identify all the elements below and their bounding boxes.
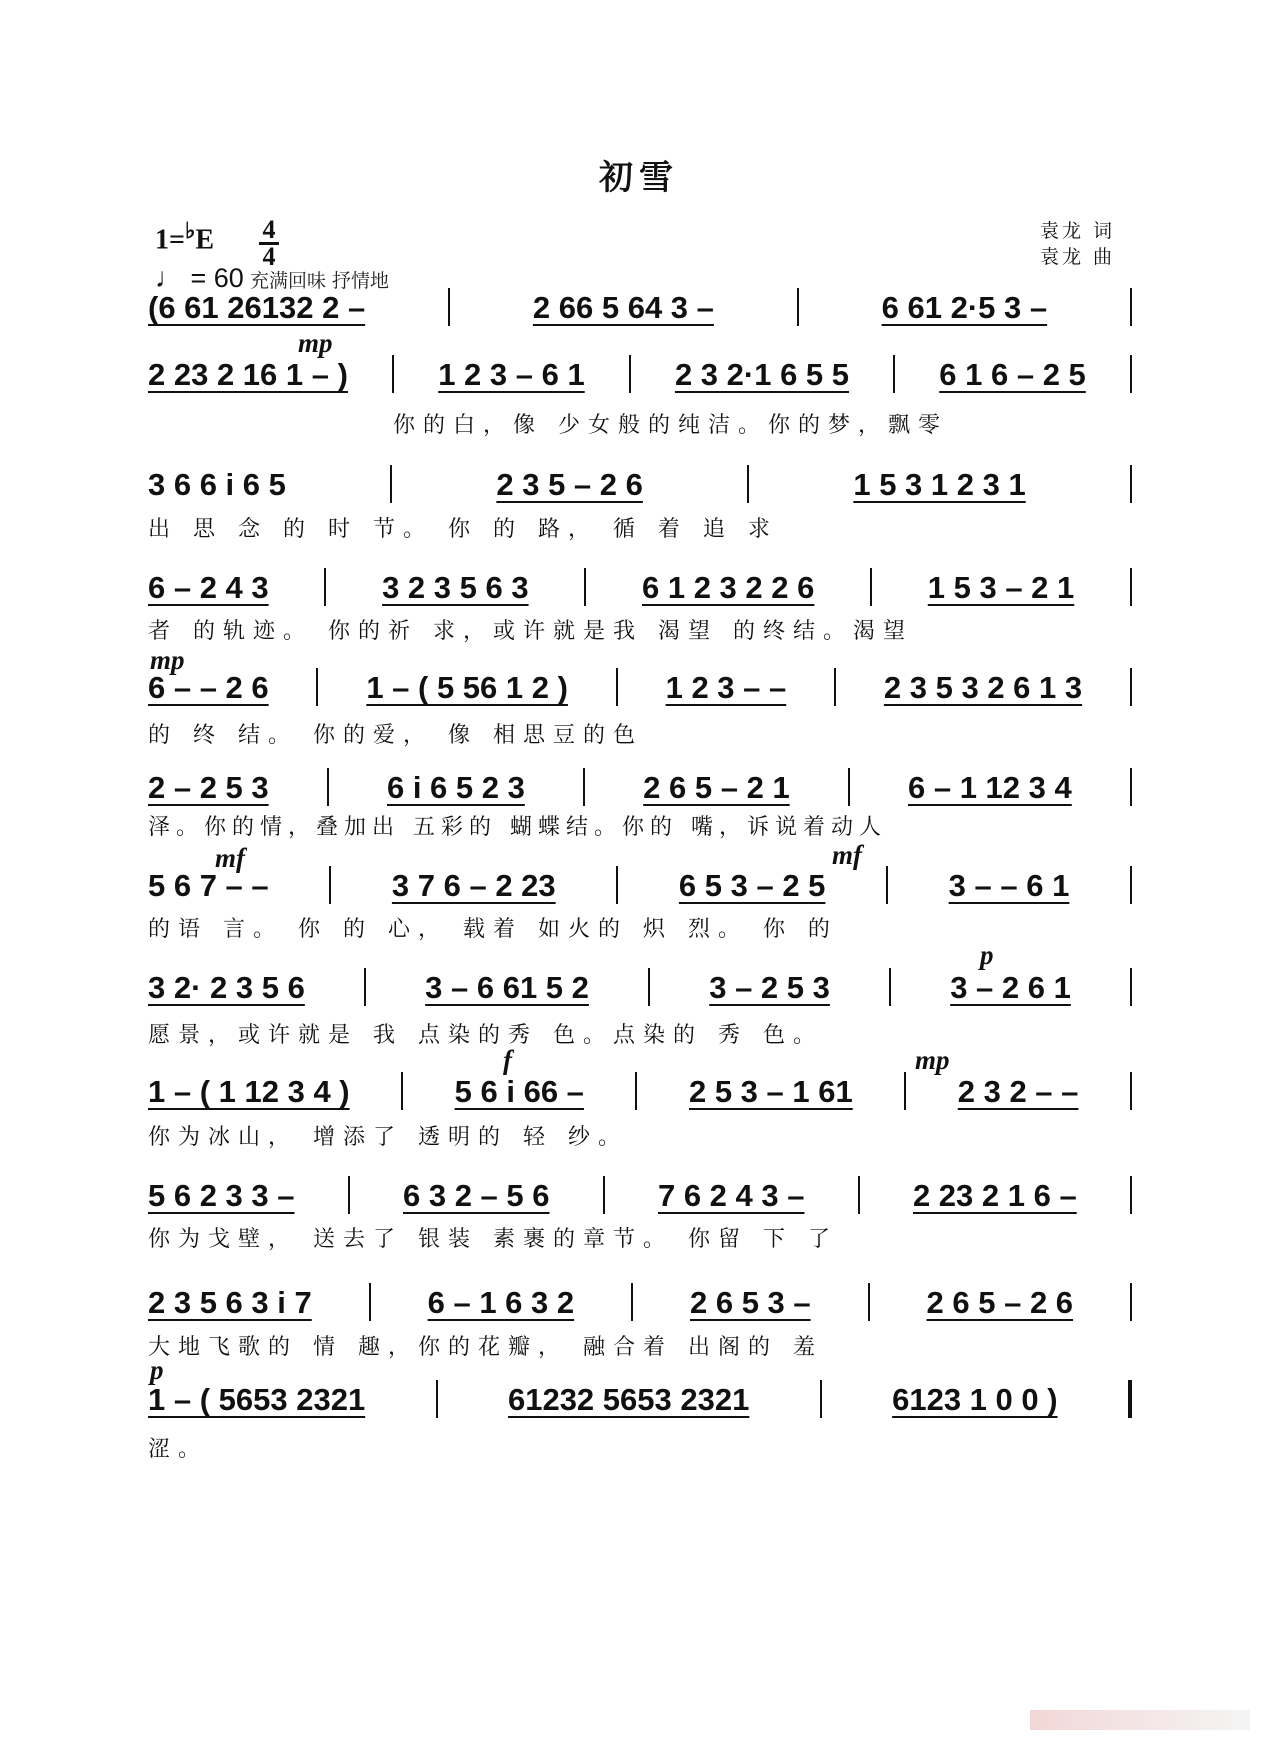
time-denominator: 4 xyxy=(262,242,276,271)
barline xyxy=(436,1380,438,1418)
key-flat: ♭ xyxy=(184,218,196,243)
dynamic-mark: p xyxy=(980,940,994,970)
lyric-line: 者 的轨迹。 你的祈 求，或许就是我 渴望 的终结。渴望 xyxy=(148,619,913,644)
music-row xyxy=(148,1283,1138,1321)
music-row xyxy=(148,568,1138,606)
measure: 6 5 3 – 2 5 xyxy=(678,868,826,903)
measure: 2 23 2 1 6 – xyxy=(912,1178,1077,1213)
music-row xyxy=(148,1072,1138,1110)
barline xyxy=(327,768,329,806)
lyric-line: 涩。 xyxy=(148,1437,209,1462)
dynamic-mark: mp xyxy=(298,328,333,358)
dynamic-mark: mf xyxy=(215,843,245,873)
measure: 2 3 2 – – xyxy=(957,1074,1079,1109)
barline xyxy=(392,355,394,393)
measure: 1 2 3 – – xyxy=(665,670,787,705)
barline xyxy=(1130,1072,1132,1110)
measure: 5 6 2 3 3 – xyxy=(148,1178,295,1213)
watermark-logo xyxy=(1030,1710,1250,1730)
barline xyxy=(390,465,392,503)
barline xyxy=(635,1072,637,1110)
barline xyxy=(1130,1283,1132,1321)
barline xyxy=(369,1283,371,1321)
measure: 6 3 2 – 5 6 xyxy=(402,1178,550,1213)
barline xyxy=(1130,668,1132,706)
barline xyxy=(584,568,586,606)
time-signature xyxy=(257,215,281,271)
final-barline xyxy=(1128,1380,1132,1418)
measure: 7 6 2 4 3 – xyxy=(657,1178,805,1213)
music-row xyxy=(148,668,1138,706)
barline xyxy=(401,1072,403,1110)
barline xyxy=(629,355,631,393)
measure: 5 6 i 66 – xyxy=(454,1074,584,1109)
barline xyxy=(583,768,585,806)
barline xyxy=(1130,968,1132,1006)
barline xyxy=(889,968,891,1006)
key-signature xyxy=(155,218,214,256)
measure: 3 – 2 5 3 xyxy=(709,970,830,1005)
measure: 1 5 3 – 2 1 xyxy=(927,570,1075,605)
barline xyxy=(631,1283,633,1321)
measure: 6 1 6 – 2 5 xyxy=(939,357,1086,392)
barline xyxy=(858,1176,860,1214)
measure: 1 5 3 1 2 3 1 xyxy=(853,467,1026,502)
measure: 1 – ( 5653 2321 xyxy=(148,1382,366,1417)
lyric-line: 泽。你的情，叠加出 五彩的 蝴蝶结。你的 嘴，诉说着动人 xyxy=(148,815,887,840)
barline xyxy=(904,1072,906,1110)
barline xyxy=(848,768,850,806)
measure: 3 6 6 i 6 5 xyxy=(148,467,286,502)
measure: 2 – 2 5 3 xyxy=(148,770,269,805)
measure: 2 6 5 – 2 6 xyxy=(926,1285,1074,1320)
dynamic-mark: mf xyxy=(832,840,862,870)
measure: 61232 5653 2321 xyxy=(507,1382,750,1417)
measure: 6123 1 0 0 ) xyxy=(892,1382,1058,1417)
measure: 2 3 5 6 3 i 7 xyxy=(148,1285,312,1320)
barline xyxy=(820,1380,822,1418)
lyric-line: 出 思 念 的 时 节。 你 的 路， 循 着 追 求 xyxy=(148,517,778,542)
key-letter: E xyxy=(195,224,215,256)
lyric-line: 的语 言。 你 的 心， 载着 如火的 炽 烈。 你 的 xyxy=(148,917,838,942)
measure: 3 – 2 6 1 xyxy=(950,970,1071,1005)
barline xyxy=(834,668,836,706)
key-label: 1= xyxy=(155,224,185,256)
barline xyxy=(886,866,888,904)
measure: 6 i 6 5 2 3 xyxy=(386,770,525,805)
lyricist-credit: 袁龙 词 xyxy=(1040,220,1116,242)
lyric-line: 你为戈壁， 送去了 银装 素裹的章节。 你留 下 了 xyxy=(148,1227,838,1252)
credits xyxy=(1040,218,1115,270)
dynamic-mark: mp xyxy=(150,645,185,675)
measure: 6 – – 2 6 xyxy=(148,670,269,705)
measure: 2 3 5 3 2 6 1 3 xyxy=(883,670,1083,705)
barline xyxy=(648,968,650,1006)
barline xyxy=(868,1283,870,1321)
barline xyxy=(329,866,331,904)
barline xyxy=(616,668,618,706)
measure: 6 – 2 4 3 xyxy=(148,570,269,605)
song-title: 初雪 xyxy=(599,158,679,198)
barline xyxy=(348,1176,350,1214)
music-row xyxy=(148,866,1138,904)
barline xyxy=(747,465,749,503)
measure: 3 2 3 5 6 3 xyxy=(382,570,529,605)
barline xyxy=(870,568,872,606)
barline xyxy=(1130,866,1132,904)
barline xyxy=(324,568,326,606)
measure: 3 – – 6 1 xyxy=(948,868,1070,903)
expression-text: 充满回味 抒情地 xyxy=(250,270,390,292)
dynamic-mark: f xyxy=(503,1045,512,1075)
measure: 1 – ( 5 56 1 2 ) xyxy=(366,670,568,705)
lyric-line: 你的白，像 少女般的纯洁。你的梦，飘零 xyxy=(393,413,948,438)
measure: 6 – 1 12 3 4 xyxy=(908,770,1072,805)
measure: 6 – 1 6 3 2 xyxy=(427,1285,575,1320)
barline xyxy=(616,866,618,904)
measure: 2 23 2 16 1 – ) xyxy=(148,357,348,392)
barline xyxy=(797,288,799,326)
music-row xyxy=(148,1380,1138,1418)
measure: 3 2· 2 3 5 6 xyxy=(148,970,305,1005)
tempo-value: = 60 xyxy=(190,263,244,293)
measure: 6 1 2 3 2 2 6 xyxy=(641,570,815,605)
lyric-line: 大地飞歌的 情 趣，你的花瓣， 融合着 出阁的 羞 xyxy=(148,1335,823,1360)
measure: 2 3 5 – 2 6 xyxy=(496,467,643,502)
barline xyxy=(603,1176,605,1214)
measure: 3 7 6 – 2 23 xyxy=(391,868,556,903)
lyric-line: 愿景，或许就是 我 点染的秀 色。点染的 秀 色。 xyxy=(148,1023,823,1048)
music-row xyxy=(148,465,1138,503)
barline xyxy=(1130,768,1132,806)
time-numerator: 4 xyxy=(262,215,276,244)
barline xyxy=(1130,355,1132,393)
dynamic-mark: mp xyxy=(915,1045,950,1075)
quarter-note-icon: ♩ xyxy=(155,262,183,293)
music-row xyxy=(148,288,1138,326)
barline xyxy=(1130,465,1132,503)
music-row xyxy=(148,1176,1138,1214)
music-row xyxy=(148,355,1138,393)
measure: 2 3 2·1 6 5 5 xyxy=(674,357,850,392)
measure: 6 61 2·5 3 – xyxy=(881,290,1048,325)
music-row xyxy=(148,968,1138,1006)
measure: 2 6 5 3 – xyxy=(690,1285,811,1320)
composer-credit: 袁龙 曲 xyxy=(1040,246,1116,268)
barline xyxy=(1130,288,1132,326)
measure: 2 5 3 – 1 61 xyxy=(688,1074,853,1109)
measure: 2 6 5 – 2 1 xyxy=(643,770,790,805)
measure: 2 66 5 64 3 – xyxy=(532,290,714,325)
lyric-line: 你为冰山， 增添了 透明的 轻 纱。 xyxy=(148,1125,628,1150)
barline xyxy=(893,355,895,393)
lyric-line: 的 终 结。 你的爱， 像 相思豆的色 xyxy=(148,723,643,748)
barline xyxy=(364,968,366,1006)
measure: (6 61 26132 2 – xyxy=(148,290,366,325)
music-row xyxy=(148,768,1138,806)
barline xyxy=(1130,568,1132,606)
measure: 1 2 3 – 6 1 xyxy=(438,357,585,392)
barline xyxy=(448,288,450,326)
measure: 1 – ( 1 12 3 4 ) xyxy=(148,1074,350,1109)
measure: 3 – 6 61 5 2 xyxy=(425,970,589,1005)
dynamic-mark: p xyxy=(150,1355,164,1385)
barline xyxy=(316,668,318,706)
measure: 5 6 7 – – xyxy=(148,868,269,903)
barline xyxy=(1130,1176,1132,1214)
